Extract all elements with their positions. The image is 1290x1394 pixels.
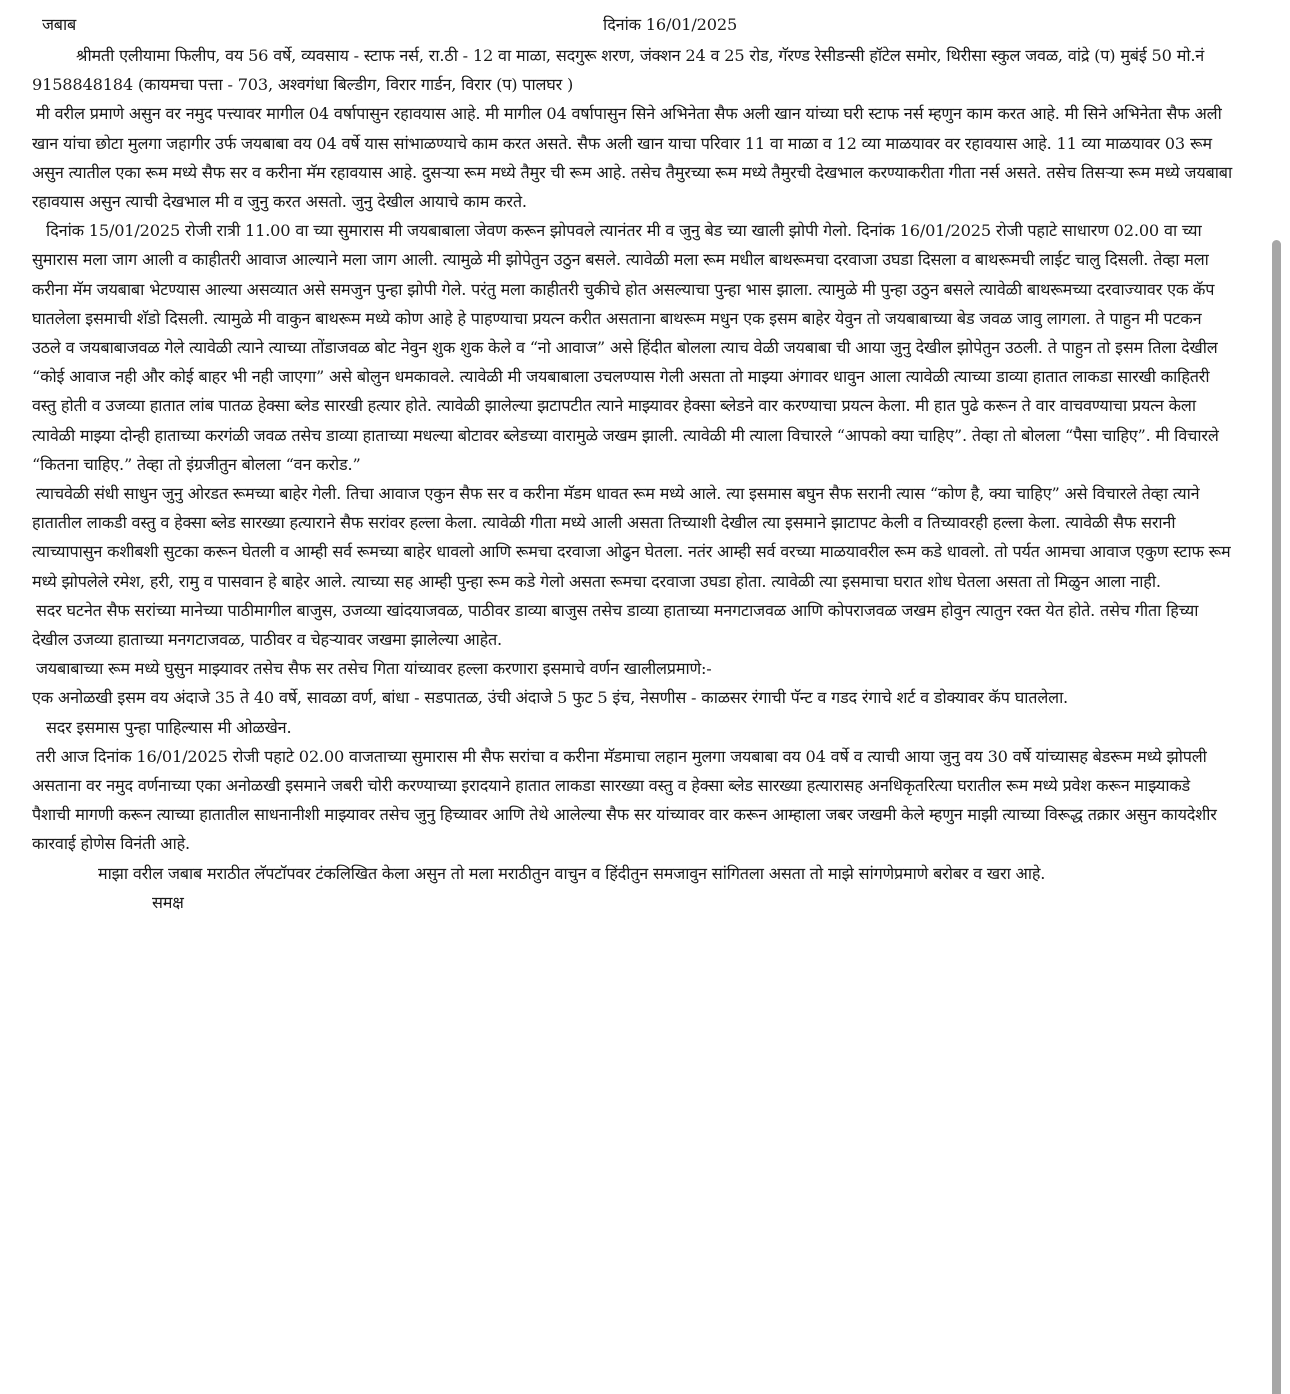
employment-paragraph: मी वरील प्रमाणे असुन वर नमुद पत्त्यावर मागील 04 वर्षापासुन रहावयास आहे. मी मागील 04 वर्षापासुन सिने अभिनेता सैफ अली खान यांच्या घरी स्टाफ नर्स म्हणुन काम करत आहे. मी सिने अभिनेता सैफ अली खान यांचा छोटा मुलगा जहागीर उर्फ जयबाबा वय 04 वर्षे यास सांभाळण्याचे काम करत असते. सैफ अली खान याचा परिवार 11 वा माळा व 12 व्या माळयावर वर रहावयास आहे. 11 व्या माळयावर 03 रूम असुन त्यातील एका रूम मध्ये सैफ सर व करीना मॅम रहावयास आहे. दुसर्‍या रूम मध्ये तैमुर ची रूम आहे. तसेच तैमुरच्या रूम मध्ये तैमुरची देखभाल करण्याकरीता गीता नर्स असते. तसेच तिसर्‍या रूम मध्ये जयबाबा रहावयास असुन त्याची देखभाल मी व जुनु करत असतो. जुनु देखील आयाचे काम करते.: [32, 104, 1232, 212]
witness-label: समक्ष: [152, 892, 184, 912]
escape-paragraph: त्याचवेळी संधी साधुन जुनु ओरडत रूमच्या बाहेर गेली. तिचा आवाज एकुन सैफ सर व करीना मॅडम धावत रूम मध्ये आले. त्या इसमास बघुन सैफ सरानी त्यास “कोण है, क्या चाहिए” असे विचारले तेव्हा त्याने हातातील लाकडी वस्तु व हेक्सा ब्लेड सारख्या हत्याराने सैफ सरांवर हल्ला केला. त्यावेळी गीता मध्ये आली असता तिच्याशी देखील त्या इसमाने झाटापट केली व तिच्यावरही हल्ला केला. त्यावेळी सैफ सरानी त्याच्यापासुन कशीबशी सुटका करून घेतली व आम्ही सर्व रूमच्या बाहेर धावलो आणि रूमचा दरवाजा ओढुन घेतला. नतंर आम्ही सर्व वरच्या माळयावरील रूम कडे धावलो. तो पर्यत आमचा आवाज एकुण स्टाफ रूम मध्ये झोपलेले रमेश, हरी, रामु व पासवान हे बाहेर आले. त्याच्या सह आम्ही पुन्हा रूम कडे गेलो असता रूमचा दरवाजा उघडा होता. त्यावेळी त्या इसमाचा घरात शोध घेतला असता तो मिळुन आला नाही.: [32, 484, 1231, 591]
suspect-description: एक अनोळखी इसम वय अंदाजे 35 ते 40 वर्षे, सावळा वर्ण, बांधा - सडपातळ, उंची अंदाजे 5 फुट 5 इंच, नेसणीस - काळसर रंगाची पॅन्ट व गडद रंगाचे शर्ट व डोक्यावर कॅप घातलेला.: [32, 688, 1069, 708]
document-title: जबाब: [42, 15, 77, 34]
suspect-description-heading: जयबाबाच्या रूम मध्ये घुसुन माझ्यावर तसेच सैफ सर तसेच गिता यांच्यावर हल्ला करणारा इसमाचे वर्णन खालीलप्रमाणे:-: [36, 659, 712, 679]
injuries-paragraph: सदर घटनेत सैफ सरांच्या मानेच्या पाठीमागील बाजुस, उजव्या खांदयाजवळ, पाठीवर डाव्या बाजुस तसेच डाव्या हाताच्या मनगटाजवळ आणि कोपराजवळ जखम होवुन त्यातुन रक्त येत होते. तसेच गीता हिच्या देखील उजव्या हाताच्या मनगटाजवळ, पाठीवर व चेहर्‍यावर जखमा झालेल्या आहेत.: [32, 600, 1199, 650]
document-date: दिनांक 16/01/2025: [603, 15, 738, 34]
incident-paragraph: दिनांक 15/01/2025 रोजी रात्री 11.00 वा च्या सुमारास मी जयबाबाला जेवण करून झोपवले त्यानंतर मी व जुनु बेड च्या खाली झोपी गेलो. दिनांक 16/01/2025 रोजी पहाटे साधारण 02.00 वा च्या सुमारास मला जाग आली व काहीतरी आवाज आल्याने मला जाग आली. त्यामुळे मी झोपेतुन उठुन बसले. त्यावेळी मला रूम मधील बाथरूमचा दरवाजा उघडा दिसला व बाथरूमची लाईट चालु दिसली. तेव्हा मला करीना मॅम जयबाबा भेटण्यास आल्या असव्यात असे समजुन पुन्हा झोपी गेले. परंतु मला काहीतरी चुकीचे होत असल्याचा पुन्हा भास झाला. त्यामुळे मी पुन्हा उठुन बसले त्यावेळी बाथरूमच्या दरवाज्यावर एक कॅप घातलेला इसमाची शॅडो दिसली. त्यामुळे मी वाकुन बाथरूम मध्ये कोण आहे हे पाहण्याचा प्रयत्न करीत असताना बाथरूम मधुन एक इसम बाहेर येवुन तो जयबाबाच्या बेड जवळ जावु लागला. ते पाहुन मी पटकन उठले व जयबाबाजवळ गेले त्यावेळी त्याने त्याच्या तोंडाजवळ बोट नेवुन शुक शुक केले व “नो आवाज” असे हिंदीत बोलला त्याच वेळी जयबाबा ची आया जुनु देखील झोपेतुन उठली. ते पाहुन तो इसम तिला देखील “कोई आवाज नही और कोई बाहर भी नही जाएगा” असे बोलुन धमकावले. त्यावेळी मी जयबाबाला उचलण्यास गेली असता तो माझ्या अंगावर धावुन आला त्यावेळी त्याच्या डाव्या हातात लाकडा सारखी काहितरी वस्तु होती व उजव्या हातात लांब पातळ हेक्सा ब्लेड सारखी हत्यार होते. त्यावेळी झालेल्या झटापटीत त्याने माझ्यावर हेक्सा ब्लेडने वार करण्याचा प्रयत्न केला. मी हात पुढे करून ते वार वाचवण्याचा प्रयत्न केला त्यावेळी माझ्या दोन्ही हाताच्या करगंळी जवळ तसेच डाव्या हाताच्या मधल्या बोटावर ब्लेडच्या वारामुळे जखम झाली. त्यावेळी मी त्याला विचारले “आपको क्या चाहिए”. तेव्हा तो बोलला “पैसा चाहिए”. मी विचारले “कितना चाहिए.” तेव्हा तो इंग्रजीतुन बोलला “वन करोड.”: [32, 221, 1219, 474]
complainant-details: श्रीमती एलीयामा फिलीप, वय 56 वर्षे, व्यवसाय - स्टाफ नर्स, रा.ठी - 12 वा माळा, सदगुरू शरण, जंक्शन 24 व 25 रोड, गॅरण्ड रेसीडन्सी हॉटेल समोर, थिरीसा स्कुल जवळ, वांद्रे (प) मुबंई 50 मो.नं 9158848184 (कायमचा पत्ता - 703, अश्वगंधा बिल्डीग, विरार गार्डन, विरार (प) पालघर ): [32, 46, 1205, 95]
verification-paragraph: माझा वरील जबाब मराठीत लॅपटॉपवर टंकलिखित केला असुन तो मला मराठीतुन वाचुन व हिंदीतुन समजावुन सांगितला असता तो माझे सांगणेप्रमाणे बरोबर व खरा आहे.: [98, 863, 1046, 883]
identification-statement: सदर इसमास पुन्हा पाहिल्यास मी ओळखेन.: [46, 717, 292, 737]
statement-document: [32, 10, 1232, 917]
document-header: [32, 10, 1232, 41]
vertical-scrollbar-thumb[interactable]: [1272, 240, 1281, 1394]
complaint-paragraph: तरी आज दिनांक 16/01/2025 रोजी पहाटे 02.00 वाजताच्या सुमारास मी सैफ सरांचा व करीना मॅडमाचा लहान मुलगा जयबाबा वय 04 वर्षे व त्याची आया जुनु वय 30 वर्षे यांच्यासह बेडरूम मध्ये झोपली असताना वर नमुद वर्णनाच्या एका अनोळखी इसमाने जबरी चोरी करण्याच्या इरादयाने हातात लाकडा सारख्या वस्तु व हेक्सा ब्लेड सारख्या हत्यारासह अनधिकृतरित्या घरातील रूम मध्ये प्रवेश करून माझ्याकडे पैशाची मागणी करून त्याच्या हातातील साधनानीशी माझ्यावर तसेच जुनु हिच्यावर आणि तेथे आलेल्या सैफ सर यांच्यावर वार करून आम्हाला जबर जखमी केले म्हणुन माझी त्याच्या विरूद्ध तक्रार असुन कायदेशीर कारवाई होणेस विनंती आहे.: [32, 746, 1217, 854]
